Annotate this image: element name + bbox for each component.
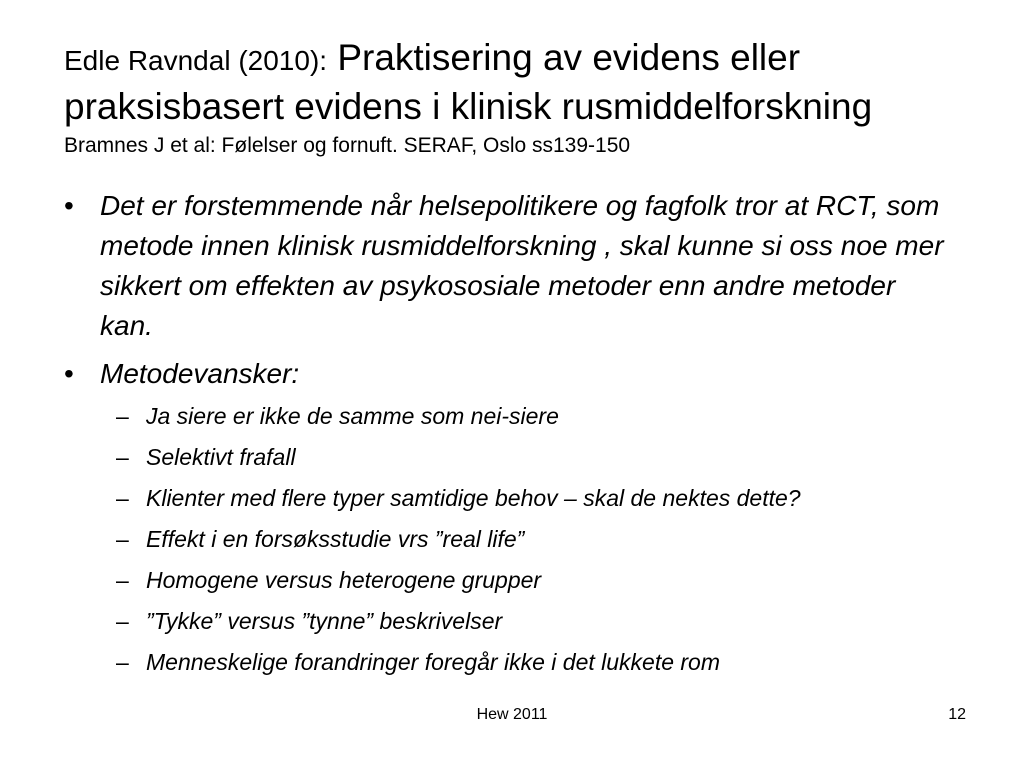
sub-bullet-marker: – <box>116 608 129 634</box>
sub-bullet-text: Ja siere er ikke de samme som nei-siere <box>146 403 559 429</box>
sub-bullet-marker: – <box>116 403 129 429</box>
bullet-marker: • <box>64 190 74 221</box>
title-main-part-1: Praktisering av evidens eller <box>327 37 801 78</box>
sub-bullet-text: Selektivt frafall <box>146 444 296 470</box>
sub-bullet-marker: – <box>116 526 129 552</box>
sub-bullet-text: Effekt i en forsøksstudie vrs ”real life” <box>146 526 525 552</box>
bullet-text: Metodevansker: <box>100 358 300 389</box>
sub-bullet-item <box>100 443 964 472</box>
sub-bullet-marker: – <box>116 444 129 470</box>
sub-bullet-item <box>100 484 964 513</box>
sub-bullet-item <box>100 402 964 431</box>
sub-bullet-item <box>100 607 964 636</box>
bullet-item <box>64 354 964 677</box>
sub-bullet-text: Homogene versus heterogene grupper <box>146 567 542 593</box>
sub-bullet-text: ”Tykke” versus ”tynne” beskrivelser <box>146 608 503 634</box>
sub-bullet-item <box>100 648 964 677</box>
sub-bullet-marker: – <box>116 567 129 593</box>
footer-text: Hew 2011 <box>476 706 548 723</box>
sub-bullet-text: Menneskelige forandringer foregår ikke i det lukkete rom <box>146 649 721 675</box>
sub-bullet-marker: – <box>116 485 129 511</box>
title-main-part-2: praksisbasert evidens i klinisk rusmiddelforskning <box>64 86 873 127</box>
bullet-item <box>64 186 950 346</box>
sub-bullet-text: Klienter med flere typer samtidige behov – skal de nektes dette? <box>146 485 801 511</box>
slide-title <box>64 34 1004 160</box>
sub-bullet-marker: – <box>116 649 129 675</box>
sub-bullet-item <box>100 525 964 554</box>
bullet-marker: • <box>64 358 74 389</box>
sub-bullet-item <box>100 566 964 595</box>
title-source-citation: Bramnes J et al: Følelser og fornuft. SERAF, Oslo ss139-150 <box>64 134 631 157</box>
sub-bullet-list <box>100 402 964 677</box>
title-line-1 <box>64 34 1004 85</box>
slide-number: 12 <box>948 706 966 723</box>
bullet-list <box>64 186 964 689</box>
title-author: Edle Ravndal (2010): <box>64 45 328 76</box>
bullet-text: Det er forstemmende når helsepolitikere og fagfolk tror at RCT, som metode innen klinisk rusmiddelforskning , skal kunne si oss noe mer sikkert om effekten av psykososiale metoder enn andre metoder kan. <box>100 190 944 341</box>
